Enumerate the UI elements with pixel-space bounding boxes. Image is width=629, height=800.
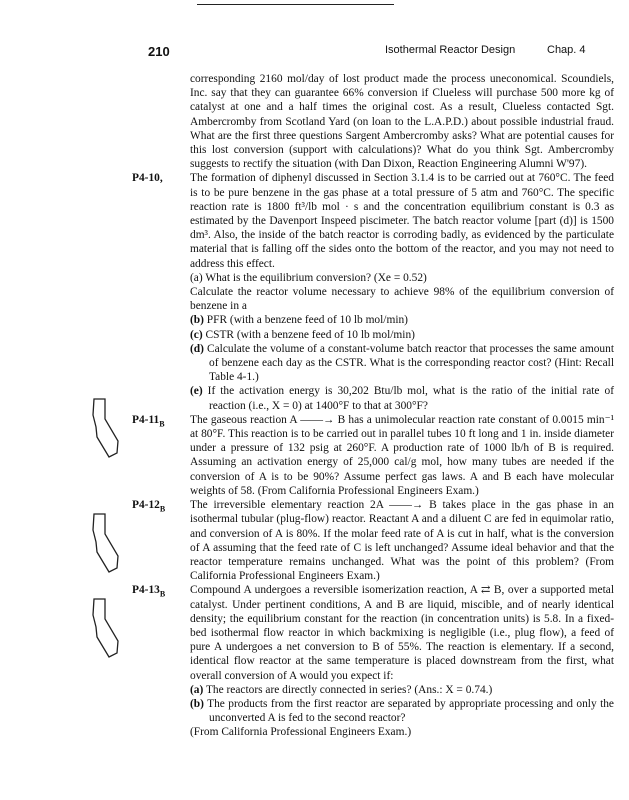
page-number: 210 — [148, 44, 170, 59]
problem-p4-13 — [132, 583, 614, 739]
intro-paragraph: corresponding 2160 mol/day of lost product made the process uneconomical. Scoundiels, Inc. say that they can guarantee 66% conversion if Clueless will purchase 500 more kg of catalyst at one and a half times the original cost. As a result, Clueless contacted Sgt. Ambercromby from Scotland Yard (on loan to the L.A.P.D.) about possible industrial fraud. What are the first three questions Sargent Ambercromby asks? What are potential causes for this lost conversion (support with calculations)? What do you think Sgt. Ambercromby suggests to rectify the situation (with Dan Dixon, Reaction Engineering Alumni W'97). — [190, 73, 614, 171]
problem-p4-12 — [132, 498, 614, 583]
problem-source: (From California Professional Engineers Exam.) — [190, 726, 412, 739]
california-state-icon — [91, 512, 121, 574]
problem-p4-11 — [132, 413, 614, 498]
problem-text: Compound A undergoes a reversible isomerization reaction, A ⇄ B, over a supported metal catalyst. Under pertinent conditions, A and B are liquid, miscible, and of nearly identical density; the equilibrium constant for the reaction (in concentration units) is 5.8. In a fixed-bed isothermal flow reactor in which backmixing is negligible (i.e., plug flow), a feed of pure A undergoes a net conversion to B of 55%. The reaction is elementary. If a second, identical flow reactor at the same temperature is placed downstream from the first, what overall conversion of A would you expect if: — [190, 584, 614, 682]
problem-part: (e) If the activation energy is 30,202 Btu/lb mol, what is the ratio of the initial rate of reaction (i.e., X = 0) at 1400°F to that at 300°F? — [190, 385, 614, 412]
running-head-section: Isothermal Reactor Design — [385, 44, 516, 56]
running-head-chapter: Chap. 4 — [547, 44, 586, 56]
california-state-icon — [91, 597, 121, 659]
problem-text: The gaseous reaction A ——→ B has a unimolecular reaction rate constant of 0.0015 min⁻¹ at 80°F. This reaction is to be carried out in parallel tubes 10 ft long and 1 in. inside diameter under a pressure of 132 psig at 260°F. A production rate of 1000 lb/h of B is required. Assuming an activation energy of 25,000 cal/g mol, how many tubes are needed if the conversion of A is to be 90%? Assume perfect gas laws. A and B each have molecular weights of 58. (From California Professional Engineers Exam.) — [190, 413, 614, 497]
page-body — [132, 72, 614, 740]
problem-part: (a) What is the equilibrium conversion? (Xe = 0.52) — [190, 271, 427, 284]
problem-part: (a) The reactors are directly connected in series? (Ans.: X = 0.74.) — [190, 683, 493, 696]
problem-label: P4-10, — [132, 172, 163, 185]
problem-part: (d) Calculate the volume of a constant-volume batch reactor that processes the same amount of benzene each day as the CSTR. What is the corresponding reactor cost? (Hint: Recall Table 4-1.) — [190, 342, 614, 384]
problem-text: The irreversible elementary reaction 2A ——→ B takes place in the gas phase in an isothermal tubular (plug-flow) reactor. Reactant A and a diluent C are fed in equimolar ratio, and conversion of A is 80%. If the molar feed rate of A is cut in half, what is the conversion of A assuming that the feed rate of C is left unchanged? Assume ideal behavior and that the reactor temperature remains unchanged. What was the point of this problem? (From California Professional Engineers Exam.) — [190, 499, 614, 583]
problem-text: The formation of diphenyl discussed in Section 3.1.4 is to be carried out at 760°C. The feed is to be pure benzene in the gas phase at a total pressure of 5 atm and 760°C. The specific reaction rate is 1800 ft³/lb mol · s and the concentration equilibrium constant is 0.3 as estimated by the Davenport Inspeed piscimeter. The batch reactor volume [part (d)] is 1500 dm³. Also, the inside of the batch reactor is corroding badly, as evidenced by the particulate material that is falling off the sides onto the bottom of the reactor, and you may not need to address this effect. — [190, 172, 614, 270]
problem-part: Calculate the reactor volume necessary to achieve 98% of the equilibrium conversion of benzene in a — [190, 286, 614, 313]
problem-label: $P4-13_B$ — [132, 584, 166, 599]
problem-label: $P4-11_B$ — [132, 413, 165, 429]
problem-part: (b) The products from the first reactor are separated by appropriate processing and only the unconverted A is fed to the second reactor? — [190, 697, 614, 725]
california-state-icon — [91, 397, 121, 459]
problem-part: (b) PFR (with a benzene feed of 10 lb mol/min) — [190, 314, 408, 327]
problem-part: (c) CSTR (with a benzene feed of 10 lb mol/min) — [190, 328, 415, 341]
problem-p4-10 — [132, 171, 614, 412]
problem-label: $P4-12_B$ — [132, 499, 166, 514]
top-rule — [197, 4, 394, 5]
